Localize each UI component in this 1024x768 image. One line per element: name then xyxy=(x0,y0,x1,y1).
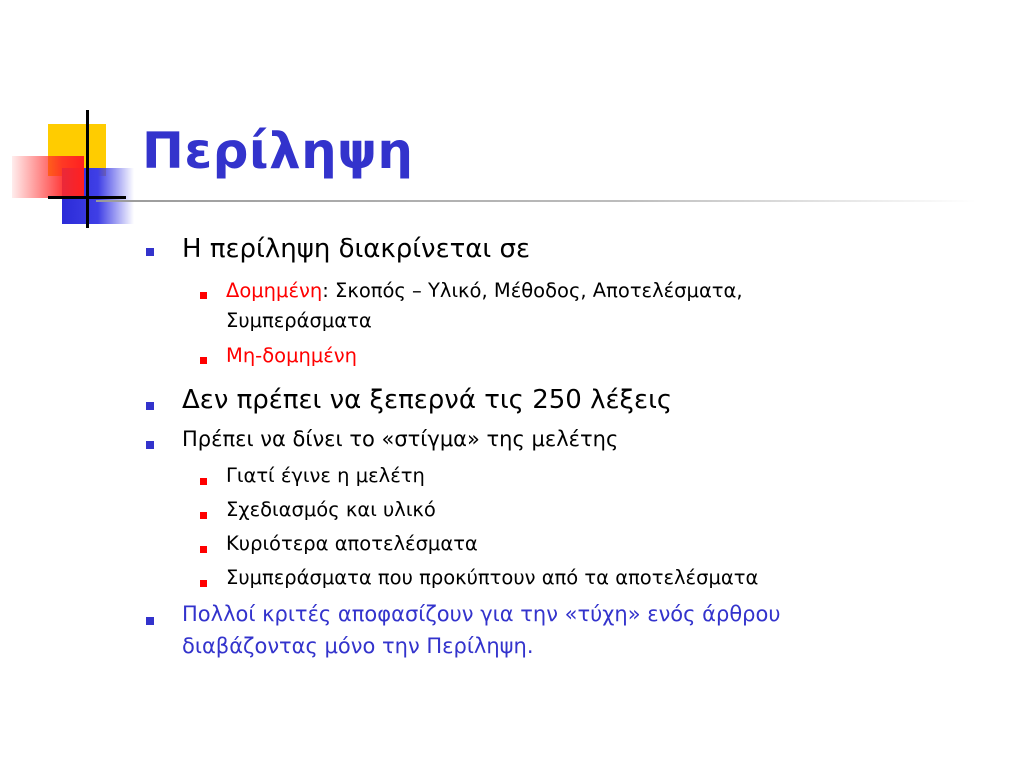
structured-text: : Σκοπός – Υλικό, Μέθοδος, Αποτελέσματα, xyxy=(322,279,743,302)
bullet-text-highlight-continued: διαβάζοντας μόνο την Περίληψη. xyxy=(182,634,534,658)
bullet-marker xyxy=(146,617,154,625)
sub-bullet-text: Κυριότερα αποτελέσματα xyxy=(226,532,478,555)
structured-text-continued: Συμπεράσματα xyxy=(226,309,372,332)
bullet-text: Η περίληψη διακρίνεται σε xyxy=(182,234,531,264)
sub-bullet-marker xyxy=(200,478,207,485)
sub-bullet-marker xyxy=(200,512,207,519)
bullet-text-highlight: Πολλοί κριτές αποφασίζουν για την «τύχη» ενός άρθρου xyxy=(182,602,781,626)
sub-bullet-text: Γιατί έγινε η μελέτη xyxy=(226,464,425,487)
bullet-marker xyxy=(146,402,154,410)
slide-title: Περίληψη xyxy=(142,122,414,180)
sub-bullet-line xyxy=(226,279,743,302)
structured-label: Δομημένη xyxy=(226,279,323,302)
bullet-text: Πρέπει να δίνει το «στίγμα» της μελέτης xyxy=(182,427,619,451)
sub-bullet-text: Συμπεράσματα που προκύπτουν από τα αποτελέσματα xyxy=(226,566,759,589)
sub-bullet-text: Σχεδιασμός και υλικό xyxy=(226,498,436,521)
sub-bullet-marker xyxy=(200,292,207,299)
sub-bullet-marker xyxy=(200,357,207,364)
bullet-marker xyxy=(146,248,154,256)
bullet-text: Δεν πρέπει να ξεπερνά τις 250 λέξεις xyxy=(182,385,673,415)
unstructured-label: Μη-δομημένη xyxy=(226,344,358,367)
bullet-marker xyxy=(146,441,154,449)
sub-bullet-marker xyxy=(200,580,207,587)
sub-bullet-marker xyxy=(200,546,207,553)
